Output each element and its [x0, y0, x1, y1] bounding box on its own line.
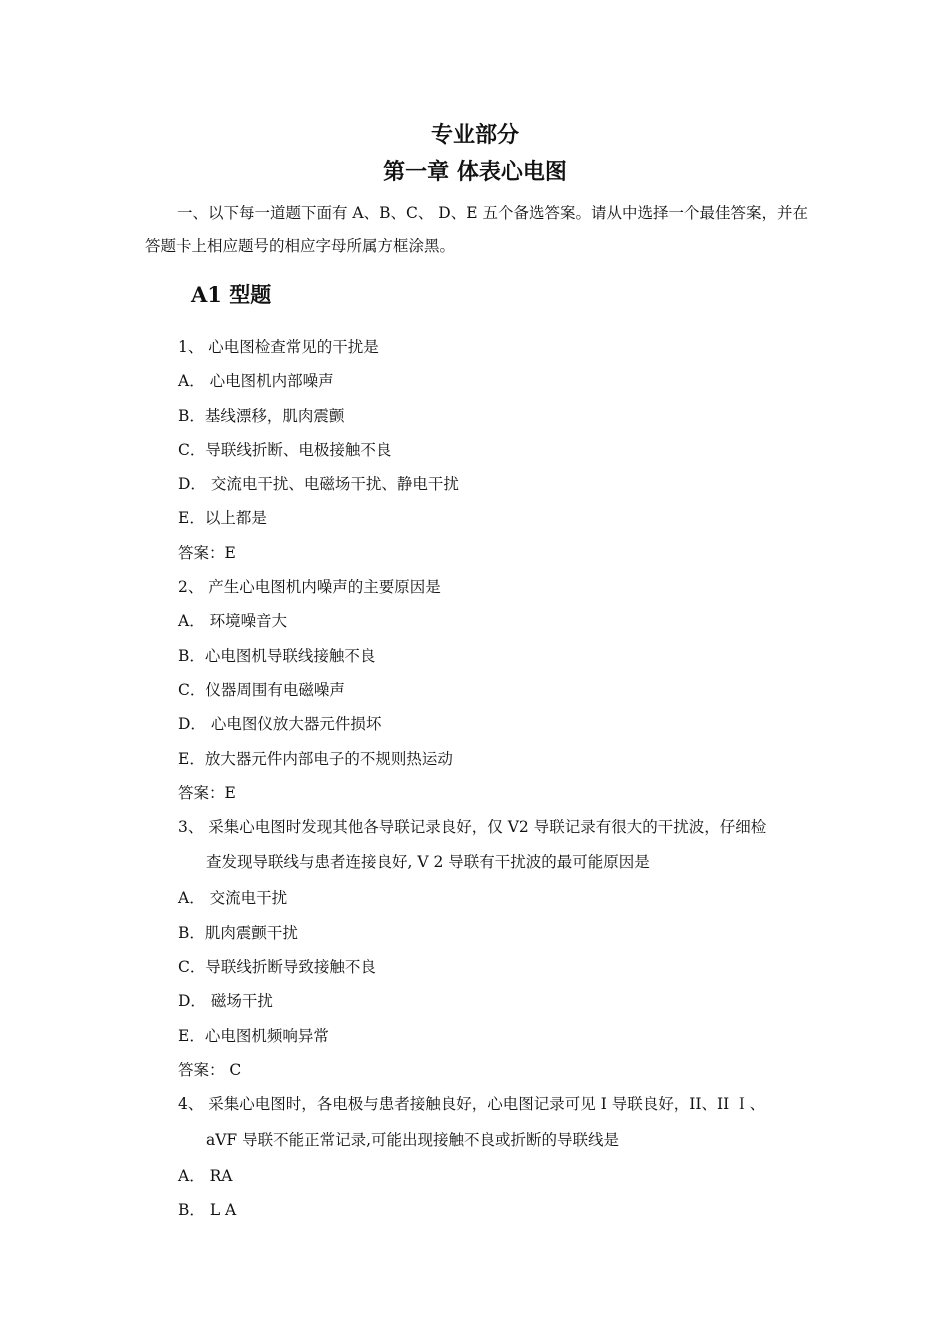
option-b: B．心电图机导联线接触不良 — [178, 646, 376, 665]
option-b: B． L A — [178, 1200, 237, 1219]
option-b: B．基线漂移，肌肉震颤 — [178, 406, 345, 425]
option-a: A． 心电图机内部噪声 — [178, 372, 334, 391]
answer: 答案：E — [178, 783, 236, 802]
question-stem-continued: 查发现导联线与患者连接良好, V 2 导联有干扰波的最可能原因是 — [206, 853, 650, 872]
option-e: E．心电图机频响异常 — [178, 1026, 329, 1045]
option-d: D． 磁场干扰 — [178, 992, 273, 1011]
chapter-title: 第一章 体表心电图 — [383, 159, 567, 185]
question-3 — [178, 810, 828, 1087]
option-c: C．导联线折断导致接触不良 — [178, 958, 376, 977]
option-a: A． 交流电干扰 — [178, 889, 288, 908]
option-e: E．以上都是 — [178, 509, 267, 528]
option-d: D． 心电图仪放大器元件损坏 — [178, 715, 382, 734]
option-d: D． 交流电干扰、电磁场干扰、静电干扰 — [178, 475, 459, 494]
option-a: A． 环境噪音大 — [178, 612, 288, 631]
question-4 — [178, 1087, 828, 1227]
question-stem: 3、 采集心电图时发现其他各导联记录良好，仅 V2 导联记录有很大的干扰波，仔细检 — [178, 818, 767, 837]
option-a: A． RA — [178, 1166, 233, 1185]
question-stem: 2、 产生心电图机内噪声的主要原因是 — [178, 578, 441, 597]
option-c: C．仪器周围有电磁噪声 — [178, 680, 345, 699]
answer: 答案： C — [178, 1060, 242, 1079]
option-c: C．导联线折断、电极接触不良 — [178, 440, 392, 459]
option-b: B．肌肉震颤干扰 — [178, 923, 298, 942]
question-1 — [178, 330, 828, 570]
question-list — [178, 330, 828, 1227]
option-e: E．放大器元件内部电子的不规则热运动 — [178, 749, 453, 768]
instruction-paragraph: 一、以下每一道题下面有 A、B、C、 D、E 五个备选答案。请从中选择一个最佳答案，并在答题卡上相应题号的相应字母所属方框涂黑。 — [145, 204, 808, 255]
answer: 答案：E — [178, 543, 236, 562]
question-stem: 4、 采集心电图时，各电极与患者接触良好，心电图记录可见 I 导联良好，II、II Ｉ、 — [178, 1095, 766, 1114]
part-title: 专业部分 — [430, 122, 519, 148]
section-title: A1 型题 — [191, 282, 272, 307]
question-2 — [178, 570, 828, 810]
question-stem-continued: aVF 导联不能正常记录,可能出现接触不良或折断的导联线是 — [206, 1130, 620, 1149]
question-stem: 1、 心电图检查常见的干扰是 — [178, 338, 379, 356]
